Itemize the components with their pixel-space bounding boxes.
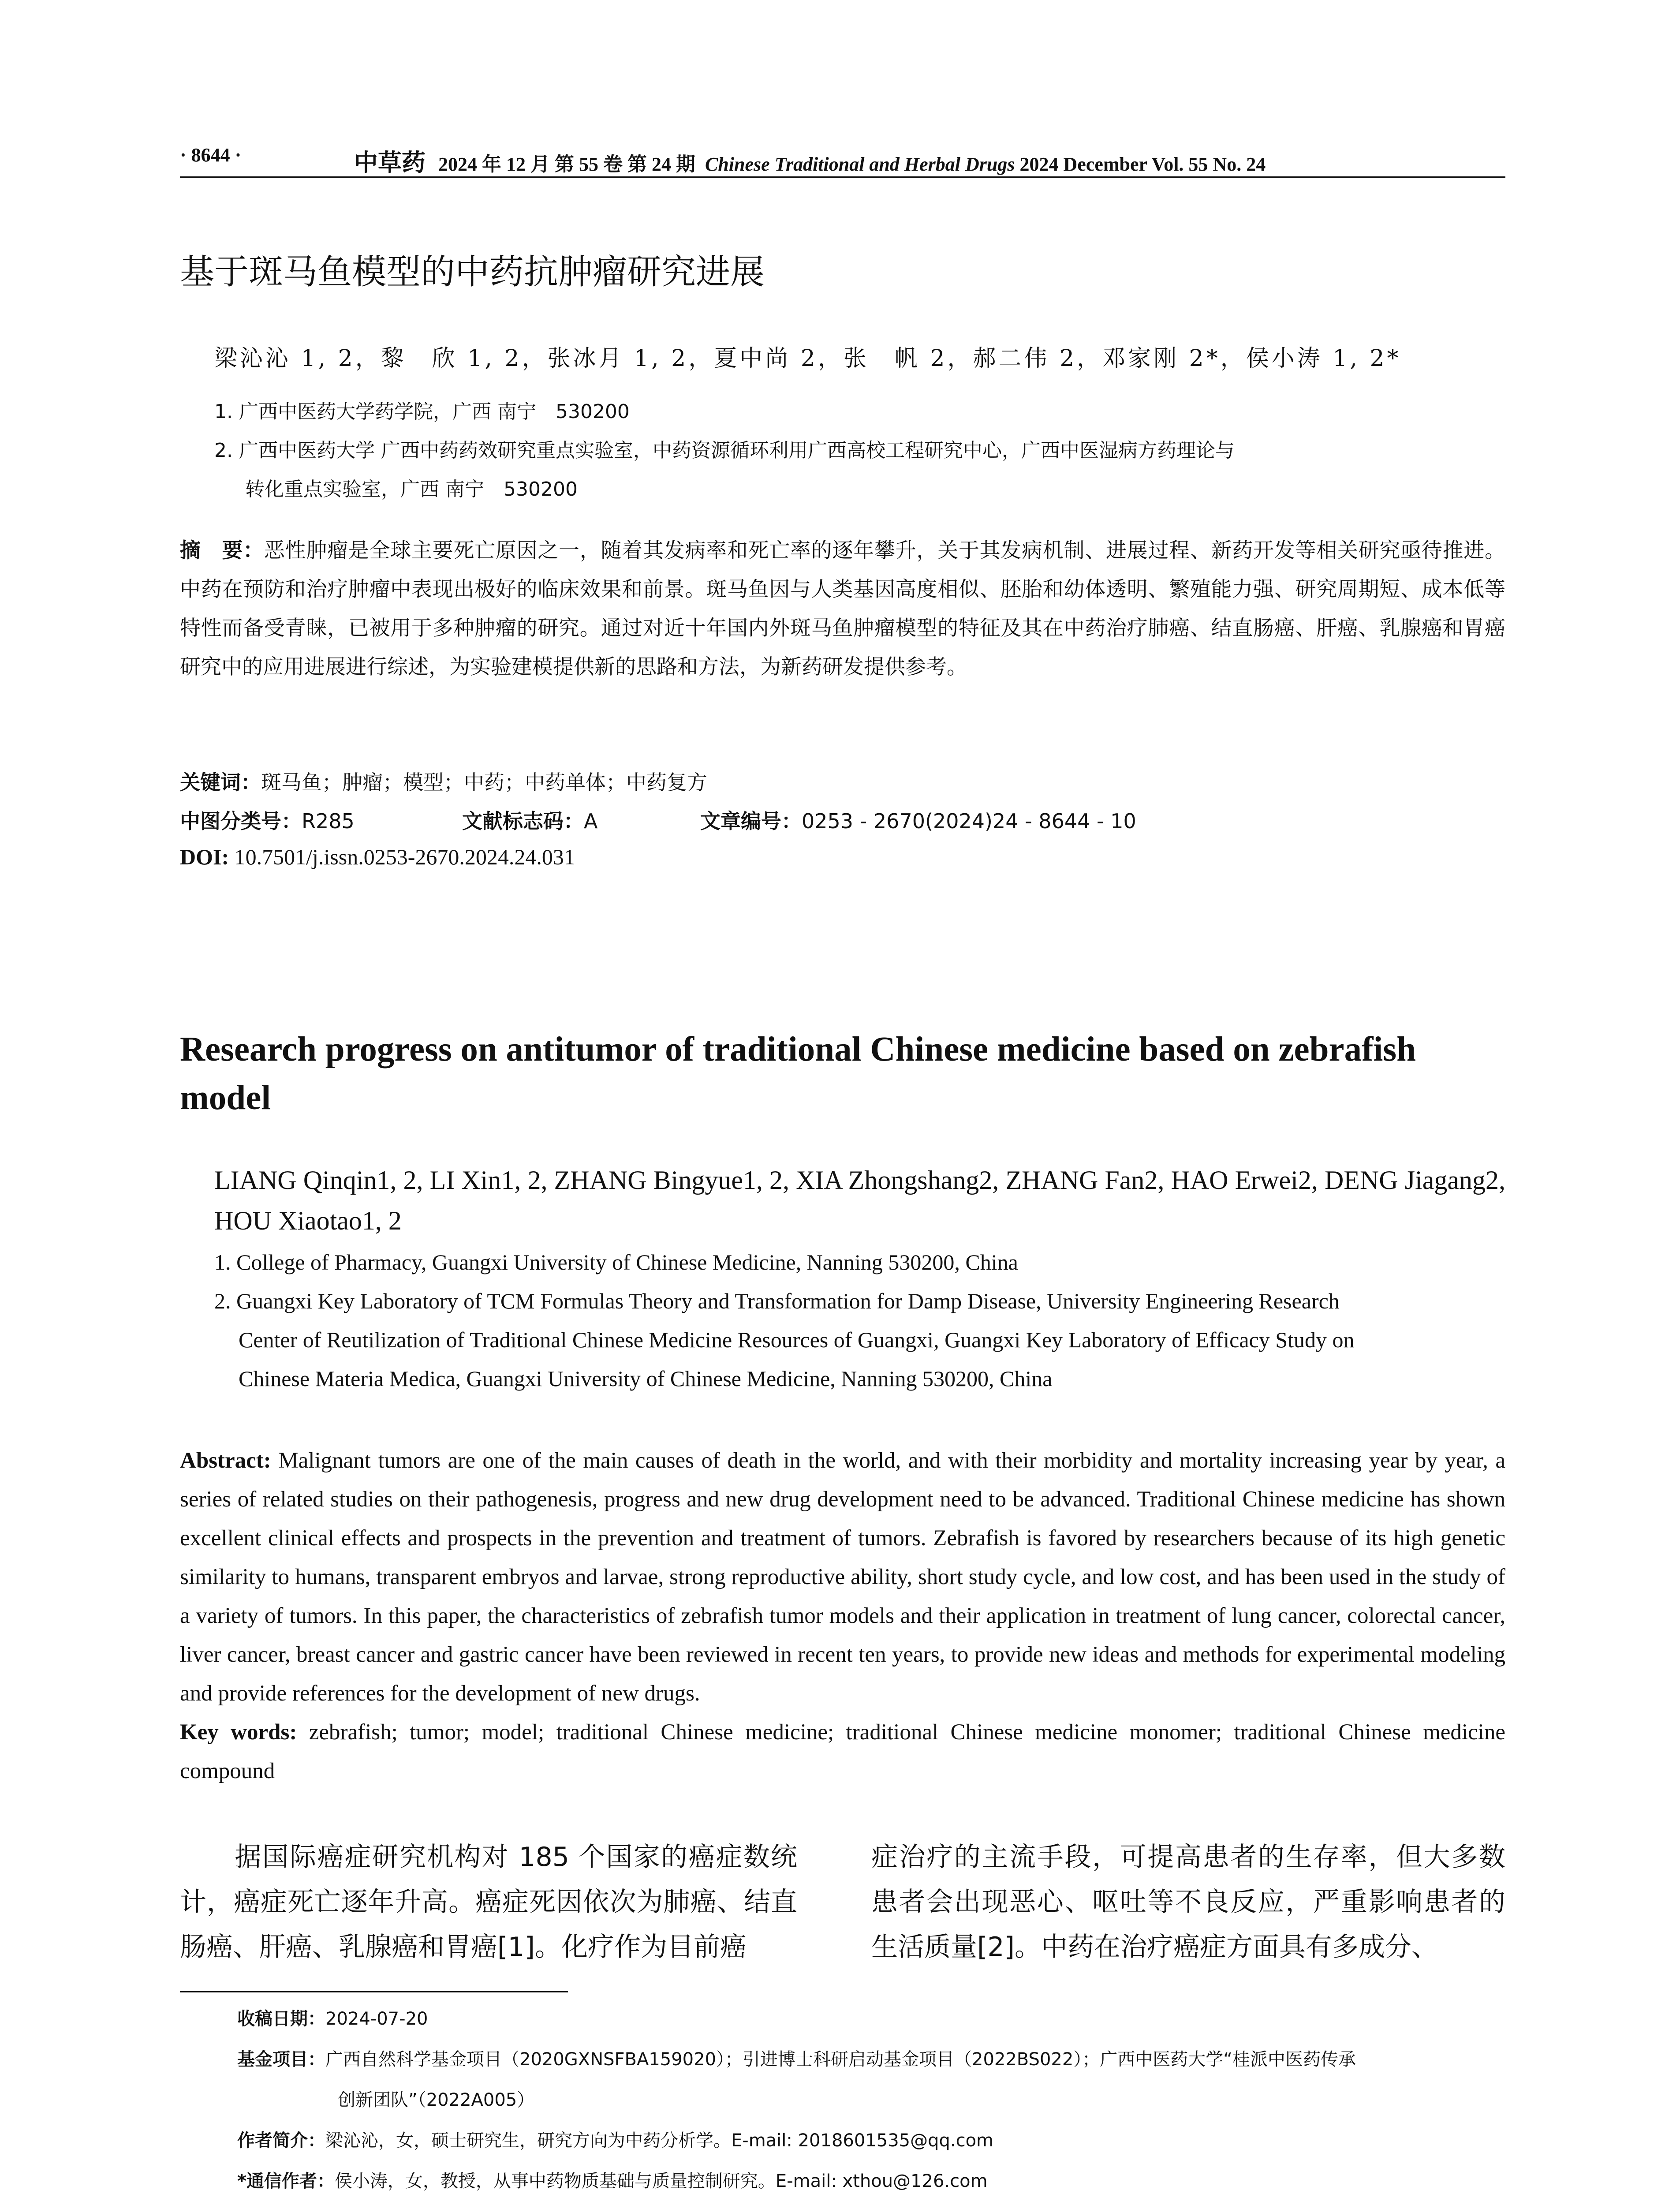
footnote-fund-cont: 创新团队”（2022A005） — [338, 2090, 535, 2110]
article-number-value: 0253 - 2670(2024)24 - 8644 - 10 — [802, 809, 1136, 833]
journal-line — [354, 144, 1266, 178]
keywords-en-text: zebrafish; tumor; model; traditional Chinese medicine; traditional Chinese medicine monomer; traditional Chinese medicine compound — [180, 1720, 1505, 1783]
corresponding-1: 侯小涛，女，教授，从事中药物质基础与质量控制研究。E-mail: xthou@126.com — [334, 2171, 988, 2191]
author-text: 梁沁沁，女，硕士研究生，研究方向为中药分析学。E-mail: 2018601535@qq.com — [325, 2130, 994, 2151]
article-number — [700, 805, 1136, 834]
journal-name-cn: 中草药 — [354, 148, 426, 176]
footnote-corresponding — [237, 2168, 1505, 2194]
affiliation-en-2-line2: Center of Reutilization of Traditional Chinese Medicine Resources of Guangxi, Guangxi Key Laboratory of Efficacy Study on — [239, 1327, 1355, 1352]
paper-page — [180, 132, 1505, 2191]
keywords-cn-label: 关键词： — [180, 770, 261, 794]
body-column-right: 症治疗的主流手段，可提高患者的生存率，但大多数患者会出现恶心、呕吐等不良反应，严重影响患者的生活质量[2]。中药在治疗癌症方面具有多成分、 — [871, 1842, 1505, 1962]
abstract-en-label: Abstract: — [180, 1448, 271, 1473]
clc-value: R285 — [302, 809, 355, 833]
footnote-author — [237, 2127, 1505, 2154]
footnote-received — [237, 2006, 1505, 2032]
title-cn: 基于斑马鱼模型的中药抗肿瘤研究进展 — [180, 252, 765, 292]
footnote-rule — [180, 1991, 568, 1992]
doi-value: 10.7501/j.issn.0253-2670.2024.24.031 — [234, 845, 575, 869]
doi-label: DOI: — [180, 845, 229, 869]
journal-name-en: Chinese Traditional and Herbal Drugs — [705, 153, 1015, 175]
author-label: 作者简介： — [237, 2130, 325, 2151]
fund-label: 基金项目： — [237, 2049, 325, 2070]
abstract-en-text: Malignant tumors are one of the main causes of death in the world, and with their morbidity and mortality increasing year by year, a series of related studies on their pathogenesis, progress and new drug development need to be advanced. Traditional Chinese medicine has shown excellent clinical effects and prospects in the prevention and treatment of tumors. Zebrafish is favored by researchers because of its high genetic similarity to humans, transparent embryos and larvae, strong reproductive ability, short study cycle, and low cost, and has been used in the study of a variety of tumors. In this paper, the characteristics of zebrafish tumor models and their application in treatment of lung cancer, colorectal cancer, liver cancer, breast cancer and gastric cancer have been reviewed in recent ten years, to provide new ideas and methods for experimental modeling and provide references for the development of new drugs. — [180, 1448, 1505, 1706]
affiliation-en-2-line3: Chinese Materia Medica, Guangxi University of Chinese Medicine, Nanning 530200, China — [239, 1366, 1053, 1391]
affiliation-en-2-line1: 2. Guangxi Key Laboratory of TCM Formulas Theory and Transformation for Damp Disease, University Engineering Research — [214, 1289, 1340, 1313]
article-number-label: 文章编号： — [700, 809, 802, 833]
page-number: · 8644 · — [180, 144, 242, 166]
doc-value: A — [584, 809, 598, 833]
affiliation-cn-2: 2. 广西中医药大学 广西中药药效研究重点实验室，中药资源循环利用广西高校工程研究中心，广西中医湿病方药理论与 — [214, 439, 1235, 462]
affiliation-en-1: 1. College of Pharmacy, Guangxi University of Chinese Medicine, Nanning 530200, China — [214, 1250, 1018, 1274]
authors-cn: 梁沁沁 1, 2，黎 欣 1, 2，张冰月 1, 2，夏中尚 2，张 帆 2，郝二伟 2，邓家刚 2*，侯小涛 1, 2* — [214, 345, 1401, 372]
affiliation-cn-2-cont: 转化重点实验室，广西 南宁 530200 — [245, 478, 578, 501]
abstract-cn — [180, 531, 1505, 687]
keywords-cn — [180, 766, 707, 796]
keywords-en-label: Key words: — [180, 1720, 297, 1745]
body-column-left: 据国际癌症研究机构对 185 个国家的癌症数统计，癌症死亡逐年升高。癌症死因依次为肺癌、结直肠癌、肝癌、乳腺癌和胃癌[1]。化疗作为目前癌 — [180, 1842, 797, 1962]
footnote-fund — [237, 2046, 1505, 2073]
running-header — [180, 132, 1505, 178]
abstract-cn-text: 恶性肿瘤是全球主要死亡原因之一，随着其发病率和死亡率的逐年攀升，关于其发病机制、进展过程、新药开发等相关研究亟待推进。中药在预防和治疗肿瘤中表现出极好的临床效果和前景。斑马鱼因与人类基因高度相似、胚胎和幼体透明、繁殖能力强、研究周期短、成本低等特性而备受青睐，已被用于多种肿瘤的研究。通过对近十年国内外斑马鱼肿瘤模型的特征及其在中药治疗肺癌、结直肠癌、肝癌、乳腺癌和胃癌研究中的应用进展进行综述，为实验建模提供新的思路和方法，为新药研发提供参考。 — [180, 538, 1505, 679]
corresponding-label: *通信作者： — [237, 2171, 335, 2191]
title-en: Research progress on antitumor of traditional Chinese medicine based on zebrafish model — [180, 1030, 1416, 1117]
classification-line — [180, 805, 355, 834]
fund-text: 广西自然科学基金项目（2020GXNSFBA159020）；引进博士科研启动基金项目（2022BS022）；广西中医药大学“桂派中医药传承 — [325, 2049, 1356, 2070]
abstract-cn-label: 摘 要： — [180, 538, 264, 563]
doc-code — [462, 805, 597, 834]
authors-en: LIANG Qinqin1, 2, LI Xin1, 2, ZHANG Bingyue1, 2, XIA Zhongshang2, ZHANG Fan2, HAO Erwei2, DENG Jiagang2, HOU Xiaotao1, 2 — [214, 1166, 1505, 1235]
affiliation-cn-1: 1. 广西中医药大学药学院，广西 南宁 530200 — [214, 400, 630, 423]
keywords-cn-text: 斑马鱼；肿瘤；模型；中药；中药单体；中药复方 — [261, 770, 707, 794]
affiliation-en-2 — [214, 1282, 1505, 1398]
clc-label: 中图分类号： — [180, 809, 302, 833]
received-label: 收稿日期： — [237, 2009, 325, 2029]
abstract-en — [180, 1441, 1505, 1790]
issue-cn: 2024 年 12 月 第 55 卷 第 24 期 — [438, 153, 695, 175]
doi-line — [180, 844, 575, 870]
issue-en: 2024 December Vol. 55 No. 24 — [1019, 153, 1266, 175]
doc-label: 文献标志码： — [462, 809, 584, 833]
received-date: 2024-07-20 — [325, 2009, 428, 2029]
